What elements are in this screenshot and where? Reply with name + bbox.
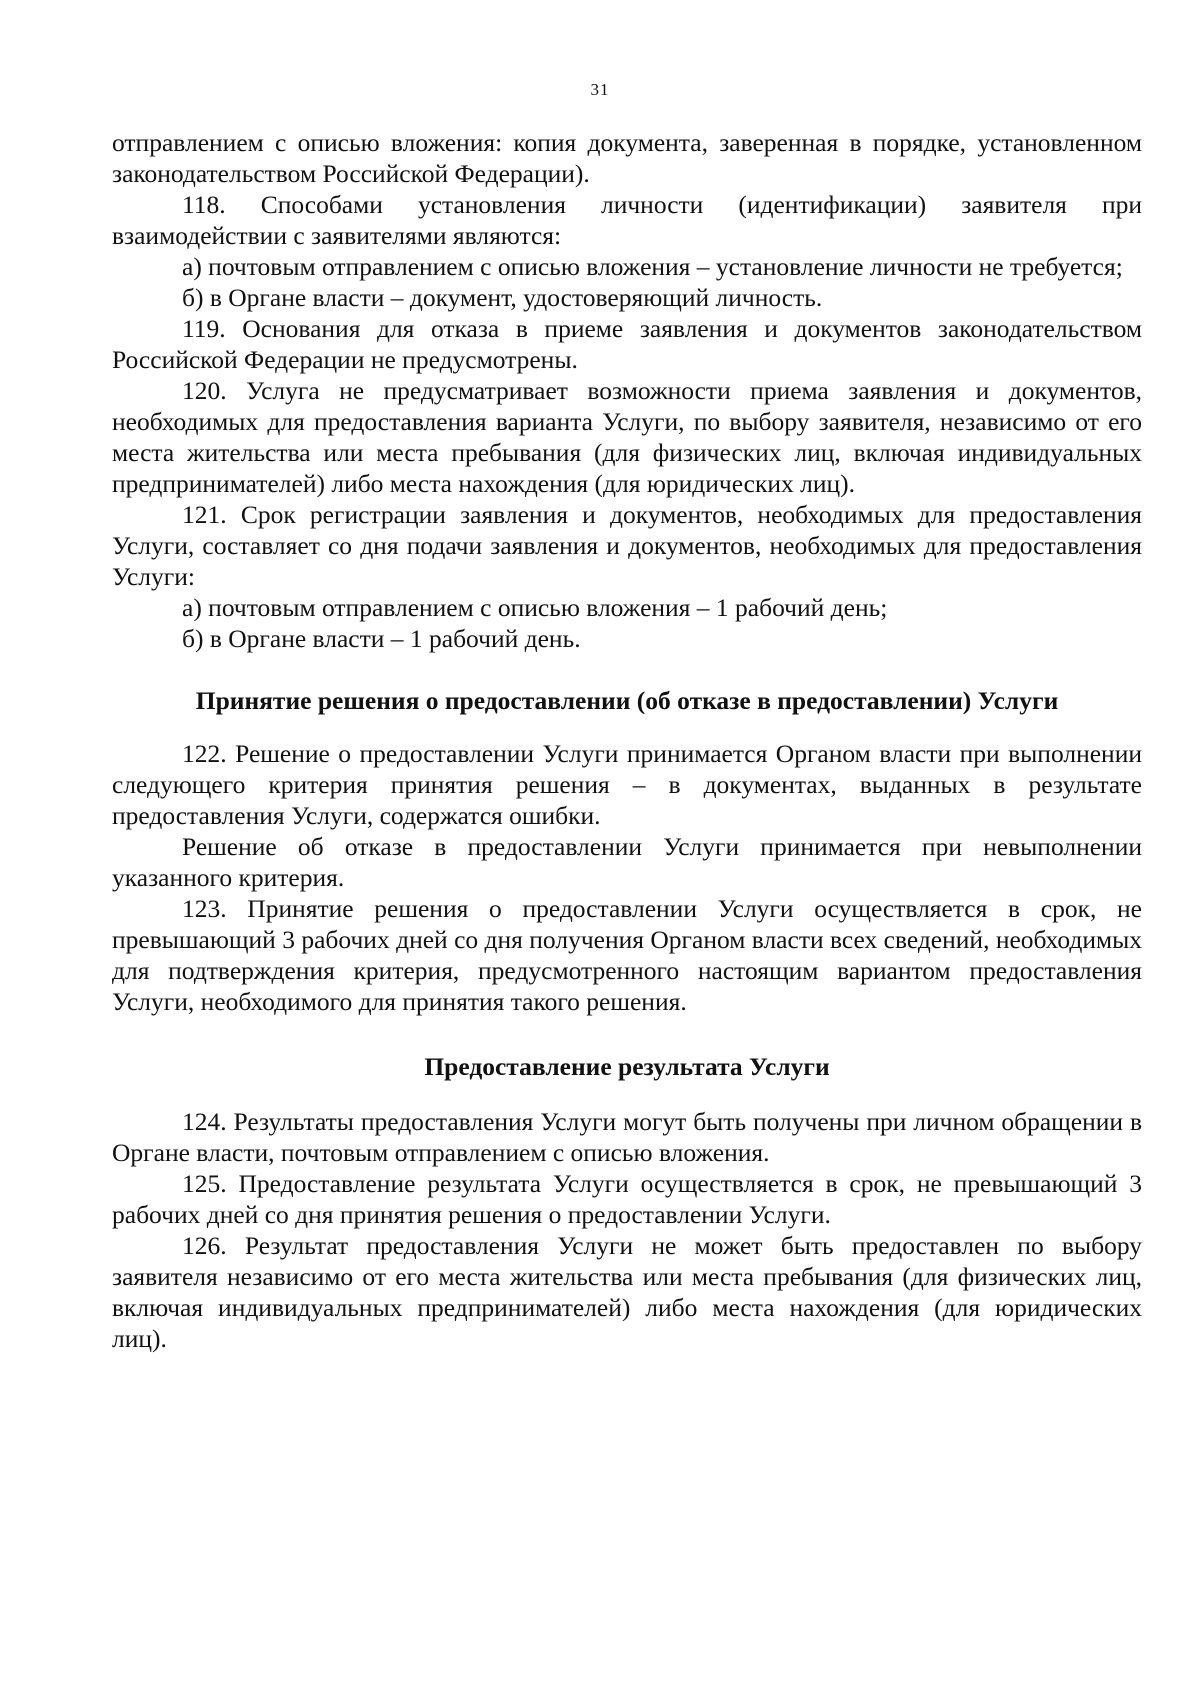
paragraph-126: 126. Результат предоставления Услуги не может быть предоставлен по выбору заявителя независимо от его места жительства или места пребывания (для физических лиц, включая индивидуальных предпринимателей) либо места нахождения (для юридических лиц). bbox=[112, 1231, 1142, 1353]
paragraph-continuation: отправлением с описью вложения: копия документа, заверенная в порядке, установленном законодательством Российской Федерации). bbox=[112, 128, 1142, 188]
paragraph-118-a: а) почтовым отправлением с описью вложения – установление личности не требуется; bbox=[182, 252, 1123, 281]
paragraph-121-a: а) почтовым отправлением с описью вложения – 1 рабочий день; bbox=[182, 593, 888, 622]
paragraph-122: 122. Решение о предоставлении Услуги принимается Органом власти при выполнении следующего критерия принятия решения – в документах, выданных в результате предоставления Услуги, содержатся ошибки. bbox=[112, 739, 1142, 830]
section-heading-result: Предоставление результата Услуги bbox=[424, 1052, 830, 1081]
paragraph-119: 119. Основания для отказа в приеме заявления и документов законодательством Российской Федерации не предусмотрены. bbox=[112, 314, 1142, 374]
paragraph-118-b: б) в Органе власти – документ, удостоверяющий личность. bbox=[182, 283, 823, 312]
paragraph-120: 120. Услуга не предусматривает возможности приема заявления и документов, необходимых для предоставления варианта Услуги, по выбору заявителя, независимо от его места жительства или места пребывания (для физических лиц, включая индивидуальных предпринимателей) либо места нахождения (для юридических лиц). bbox=[112, 376, 1142, 498]
paragraph-123: 123. Принятие решения о предоставлении Услуги осуществляется в срок, не превышающий 3 рабочих дней со дня получения Органом власти всех сведений, необходимых для подтверждения критерия, предусмотренного настоящим вариантом предоставления Услуги, необходимого для принятия такого решения. bbox=[112, 894, 1142, 1016]
paragraph-124: 124. Результаты предоставления Услуги могут быть получены при личном обращении в Органе власти, почтовым отправлением с описью вложения. bbox=[112, 1107, 1142, 1167]
paragraph-121-b: б) в Органе власти – 1 рабочий день. bbox=[182, 624, 581, 653]
paragraph-121: 121. Срок регистрации заявления и документов, необходимых для предоставления Услуги, составляет со дня подачи заявления и документов, необходимых для предоставления Услуги: bbox=[112, 500, 1142, 591]
paragraph-125: 125. Предоставление результата Услуги осуществляется в срок, не превышающий 3 рабочих дней со дня принятия решения о предоставлении Услуги. bbox=[112, 1169, 1142, 1229]
document-body bbox=[112, 127, 1142, 1354]
paragraph-122-refusal: Решение об отказе в предоставлении Услуги принимается при невыполнении указанного критерия. bbox=[112, 832, 1142, 892]
section-heading-decision: Принятие решения о предоставлении (об отказе в предоставлении) Услуги bbox=[195, 686, 1059, 715]
page-number: 31 bbox=[590, 80, 610, 99]
paragraph-118: 118. Способами установления личности (идентификации) заявителя при взаимодействии с заявителями являются: bbox=[112, 190, 1142, 250]
